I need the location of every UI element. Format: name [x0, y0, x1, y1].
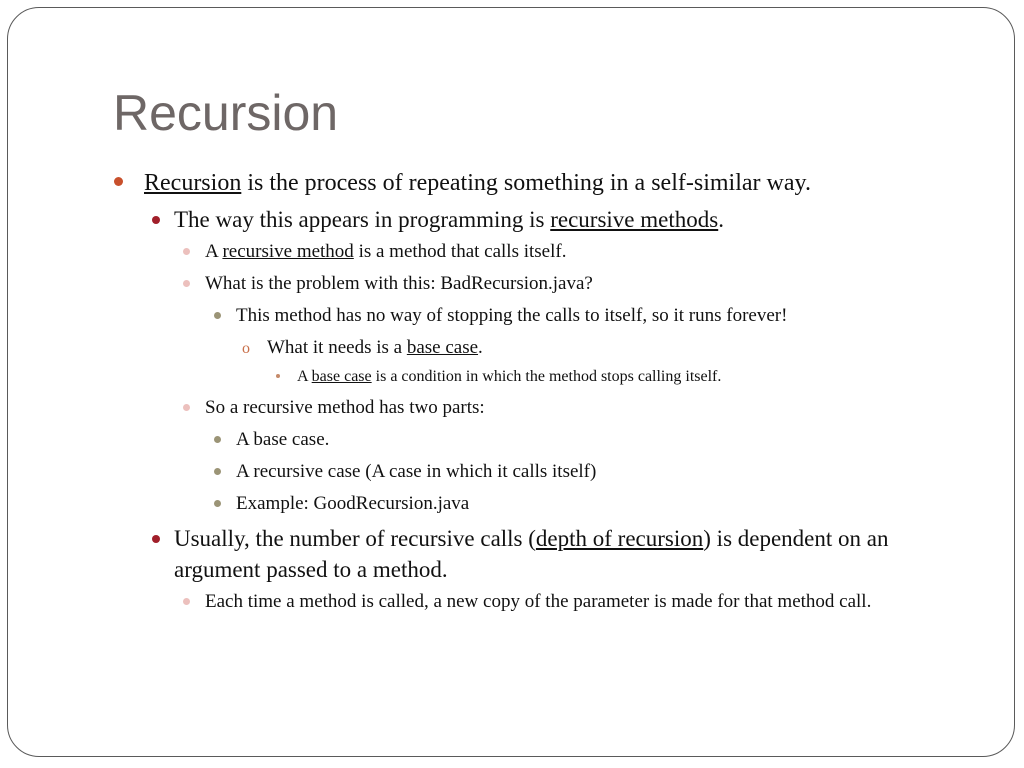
bullet-text: So a recursive method has two parts:	[205, 397, 485, 418]
bullet-dot-icon	[214, 436, 221, 443]
bullet-item	[112, 239, 952, 265]
bullet-item	[112, 427, 952, 453]
bullet-text: .	[478, 337, 483, 358]
bullet-item	[112, 204, 952, 235]
bullet-text: A recursive case (A case in which it calls itself)	[236, 461, 597, 482]
bullet-text-underlined: recursive method	[222, 241, 354, 262]
bullet-item	[112, 365, 952, 389]
bullet-dot-icon	[183, 404, 190, 411]
bullet-dot-icon	[214, 468, 221, 475]
bullet-circle-icon: o	[242, 340, 250, 357]
bullet-item	[112, 335, 952, 361]
bullet-item	[112, 271, 952, 297]
bullet-text: What is the problem with this: BadRecursion.java?	[205, 273, 593, 294]
bullet-item	[112, 491, 952, 517]
slide-title: Recursion	[113, 85, 339, 141]
bullet-text: is the process of repeating something in a self-similar way.	[241, 170, 811, 196]
bullet-text: Each time a method is called, a new copy of the parameter is made for that method call.	[205, 591, 872, 612]
bullet-text: A	[297, 368, 312, 385]
bullet-dot-icon	[214, 500, 221, 507]
bullet-text: ) is dependent on an argument passed to a method.	[174, 526, 889, 582]
bullet-dot-icon	[152, 216, 160, 224]
bullet-item	[112, 523, 952, 585]
bullet-item	[112, 459, 952, 485]
bullet-text: What it needs is a	[267, 337, 407, 358]
bullet-text-underlined: base case	[406, 337, 479, 358]
bullet-text: A	[205, 241, 223, 262]
bullet-item	[112, 589, 952, 615]
bullet-dot-icon	[114, 177, 123, 186]
bullet-text: A base case.	[236, 429, 330, 450]
bullet-text-underlined: base case	[311, 368, 372, 385]
bullet-dot-icon	[214, 312, 221, 319]
bullet-text-underlined: recursive methods	[550, 207, 719, 232]
bullet-dot-icon	[183, 598, 190, 605]
bullet-text: is a condition in which the method stops calling itself.	[371, 368, 722, 385]
slide-content	[112, 168, 952, 621]
bullet-dot-icon	[276, 374, 280, 378]
bullet-text: Usually, the number of recursive calls (	[174, 526, 536, 551]
bullet-text: The way this appears in programming is	[174, 207, 551, 232]
bullet-item	[112, 395, 952, 421]
bullet-dot-icon	[152, 535, 160, 543]
bullet-item	[112, 168, 952, 198]
bullet-text: Example: GoodRecursion.java	[236, 493, 470, 514]
bullet-text: is a method that calls itself.	[353, 241, 567, 262]
bullet-dot-icon	[183, 280, 190, 287]
bullet-item	[112, 303, 952, 329]
bullet-text: .	[718, 207, 724, 232]
bullet-text: This method has no way of stopping the calls to itself, so it runs forever!	[236, 305, 788, 326]
bullet-dot-icon	[183, 248, 190, 255]
bullet-text-underlined: Recursion	[144, 170, 242, 196]
bullet-text-underlined: depth of recursion	[535, 526, 704, 551]
